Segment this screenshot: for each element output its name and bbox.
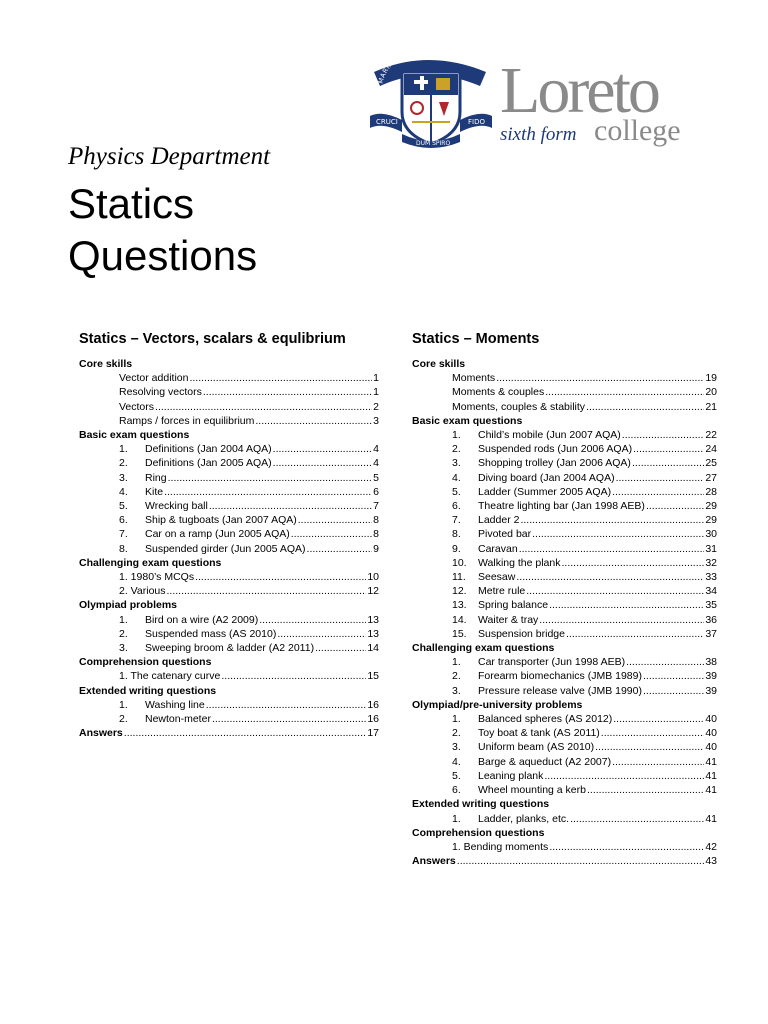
toc-entry[interactable]: 6. Theatre lighting bar (Jan 1998 AEB) ..... 29 <box>412 499 717 513</box>
toc-vectors-column <box>79 330 379 740</box>
section-title: Challenging exam questions <box>79 556 222 569</box>
toc-entry[interactable]: 4. Kite ..... 6 <box>79 485 379 499</box>
department-name: Physics Department <box>68 143 271 170</box>
toc-entry[interactable]: 12. Metre rule ..... 34 <box>412 584 717 598</box>
toc-entry[interactable]: 5. Leaning plank ..... 41 <box>412 769 717 783</box>
toc-entry[interactable]: 1. Child’s mobile (Jun 2007 AQA) ..... 22 <box>412 428 717 442</box>
logo-subtext-sixth-form: sixth form <box>500 124 577 145</box>
toc-entry[interactable]: 3. Shopping trolley (Jan 2006 AQA) ..... 25 <box>412 456 717 470</box>
toc-entry[interactable]: Vector addition ..... 1 <box>79 371 379 385</box>
toc-entry[interactable]: 2. Toy boat & tank (AS 2011) ..... 40 <box>412 726 717 740</box>
toc-entry[interactable]: Ramps / forces in equilibrium ..... 3 <box>79 414 379 428</box>
toc-heading: Statics – Moments <box>412 331 540 347</box>
toc-entry[interactable]: 13. Spring balance ..... 35 <box>412 598 717 612</box>
toc-entry[interactable]: 5. Ladder (Summer 2005 AQA) ..... 28 <box>412 485 717 499</box>
page-title <box>68 178 257 282</box>
toc-entry[interactable]: 2. Definitions (Jan 2005 AQA) ..... 4 <box>79 456 379 470</box>
section-title: Core skills <box>412 358 466 370</box>
section-title: Basic exam questions <box>412 414 523 427</box>
crest-motto-top: MARIA REGINA ANGELORUM <box>376 43 471 85</box>
toc-entry[interactable]: 2. Suspended mass (AS 2010) ..... 13 <box>79 627 379 641</box>
toc-entry[interactable]: Vectors ..... 2 <box>79 400 379 414</box>
section-title: Extended writing questions <box>79 684 217 697</box>
toc-entry[interactable]: 1. Definitions (Jan 2004 AQA) ..... 4 <box>79 442 379 456</box>
toc-entry[interactable]: 2. Forearm biomechanics (JMB 1989) ..... 39 <box>412 669 717 683</box>
logo-wordmark: Loreto <box>500 54 658 127</box>
section-title: Extended writing questions <box>412 798 550 811</box>
toc-entry[interactable]: 3. Sweeping broom & ladder (A2 2011) ..... 14 <box>79 641 379 655</box>
toc-entry[interactable]: Resolving vectors ..... 1 <box>79 385 379 399</box>
toc-entry[interactable]: 3. Uniform beam (AS 2010) ..... 40 <box>412 740 717 754</box>
toc-entry[interactable]: 1. Ladder, planks, etc. ..... 41 <box>412 812 717 826</box>
section-title: Basic exam questions <box>79 429 190 442</box>
toc-entry[interactable]: 1. Balanced spheres (AS 2012) ..... 40 <box>412 712 717 726</box>
toc-entry[interactable]: 14. Waiter & tray ..... 36 <box>412 613 717 627</box>
toc-entry[interactable]: 10. Walking the plank ..... 32 <box>412 556 717 570</box>
toc-entry[interactable]: 11. Seesaw ..... 33 <box>412 570 717 584</box>
toc-entry[interactable]: 7. Ladder 2 ..... 29 <box>412 513 717 527</box>
toc-entry[interactable]: 1. The catenary curve ..... 15 <box>79 669 379 683</box>
crest-icon <box>368 42 728 154</box>
svg-text:DUM SPIRO: DUM SPIRO <box>416 140 451 147</box>
toc-entry[interactable]: 9. Caravan ..... 31 <box>412 542 717 556</box>
toc-entry[interactable]: Moments, couples & stability ..... 21 <box>412 400 717 414</box>
toc-entry[interactable]: 1. Washing line ..... 16 <box>79 698 379 712</box>
toc-entry-answers[interactable]: Answers ..... 17 <box>79 726 379 740</box>
toc-heading: Statics – Vectors, scalars & equlibrium <box>79 331 346 347</box>
title-line-2: Questions <box>68 232 258 279</box>
toc-entry[interactable]: 15. Suspension bridge ..... 37 <box>412 627 717 641</box>
toc-entry[interactable]: 7. Car on a ramp (Jun 2005 AQA) ..... 8 <box>79 527 379 541</box>
section-title: Olympiad problems <box>79 599 178 612</box>
section-title: Olympiad/pre-university problems <box>412 698 583 711</box>
toc-entry[interactable]: 6. Wheel mounting a kerb ..... 41 <box>412 783 717 797</box>
toc-moments-column <box>412 330 717 868</box>
toc-entry[interactable]: 4. Barge & aqueduct (A2 2007) ..... 41 <box>412 755 717 769</box>
section-title: Challenging exam questions <box>412 642 555 655</box>
toc-entry[interactable]: 3. Ring ..... 5 <box>79 471 379 485</box>
toc-entry[interactable]: Moments & couples ..... 20 <box>412 385 717 399</box>
toc-entry[interactable]: 1. Bending moments ..... 42 <box>412 840 717 854</box>
loreto-college-logo <box>368 42 728 154</box>
toc-entry[interactable]: 2. Various ..... 12 <box>79 584 379 598</box>
toc-entry[interactable]: 3. Pressure release valve (JMB 1990) ..... 39 <box>412 684 717 698</box>
toc-entry[interactable]: 1. 1980’s MCQs ..... 10 <box>79 570 379 584</box>
section-title: Comprehension questions <box>79 656 212 669</box>
toc-entry[interactable]: 1. Bird on a wire (A2 2009) ..... 13 <box>79 613 379 627</box>
title-line-1: Statics <box>68 180 195 227</box>
svg-text:FIDO: FIDO <box>468 118 485 126</box>
toc-entry-answers[interactable]: Answers ..... 43 <box>412 854 717 868</box>
toc-entry[interactable]: Moments ..... 19 <box>412 371 717 385</box>
toc-entry[interactable]: 2. Suspended rods (Jun 2006 AQA) ..... 24 <box>412 442 717 456</box>
toc-entry[interactable]: 5. Wrecking ball ..... 7 <box>79 499 379 513</box>
toc-entry[interactable]: 2. Newton-meter ..... 16 <box>79 712 379 726</box>
toc-entry[interactable]: 4. Diving board (Jan 2004 AQA) ..... 27 <box>412 471 717 485</box>
toc-entry[interactable]: 8. Suspended girder (Jun 2005 AQA) ..... 9 <box>79 542 379 556</box>
section-title: Comprehension questions <box>412 826 545 839</box>
toc-entry[interactable]: 8. Pivoted bar ..... 30 <box>412 527 717 541</box>
section-title: Core skills <box>79 358 133 370</box>
svg-text:CRUCI: CRUCI <box>376 118 398 126</box>
toc-entry[interactable]: 6. Ship & tugboats (Jan 2007 AQA) ..... 8 <box>79 513 379 527</box>
logo-subtext-college: college <box>594 114 681 147</box>
toc-entry[interactable]: 1. Car transporter (Jun 1998 AEB) ..... 38 <box>412 655 717 669</box>
